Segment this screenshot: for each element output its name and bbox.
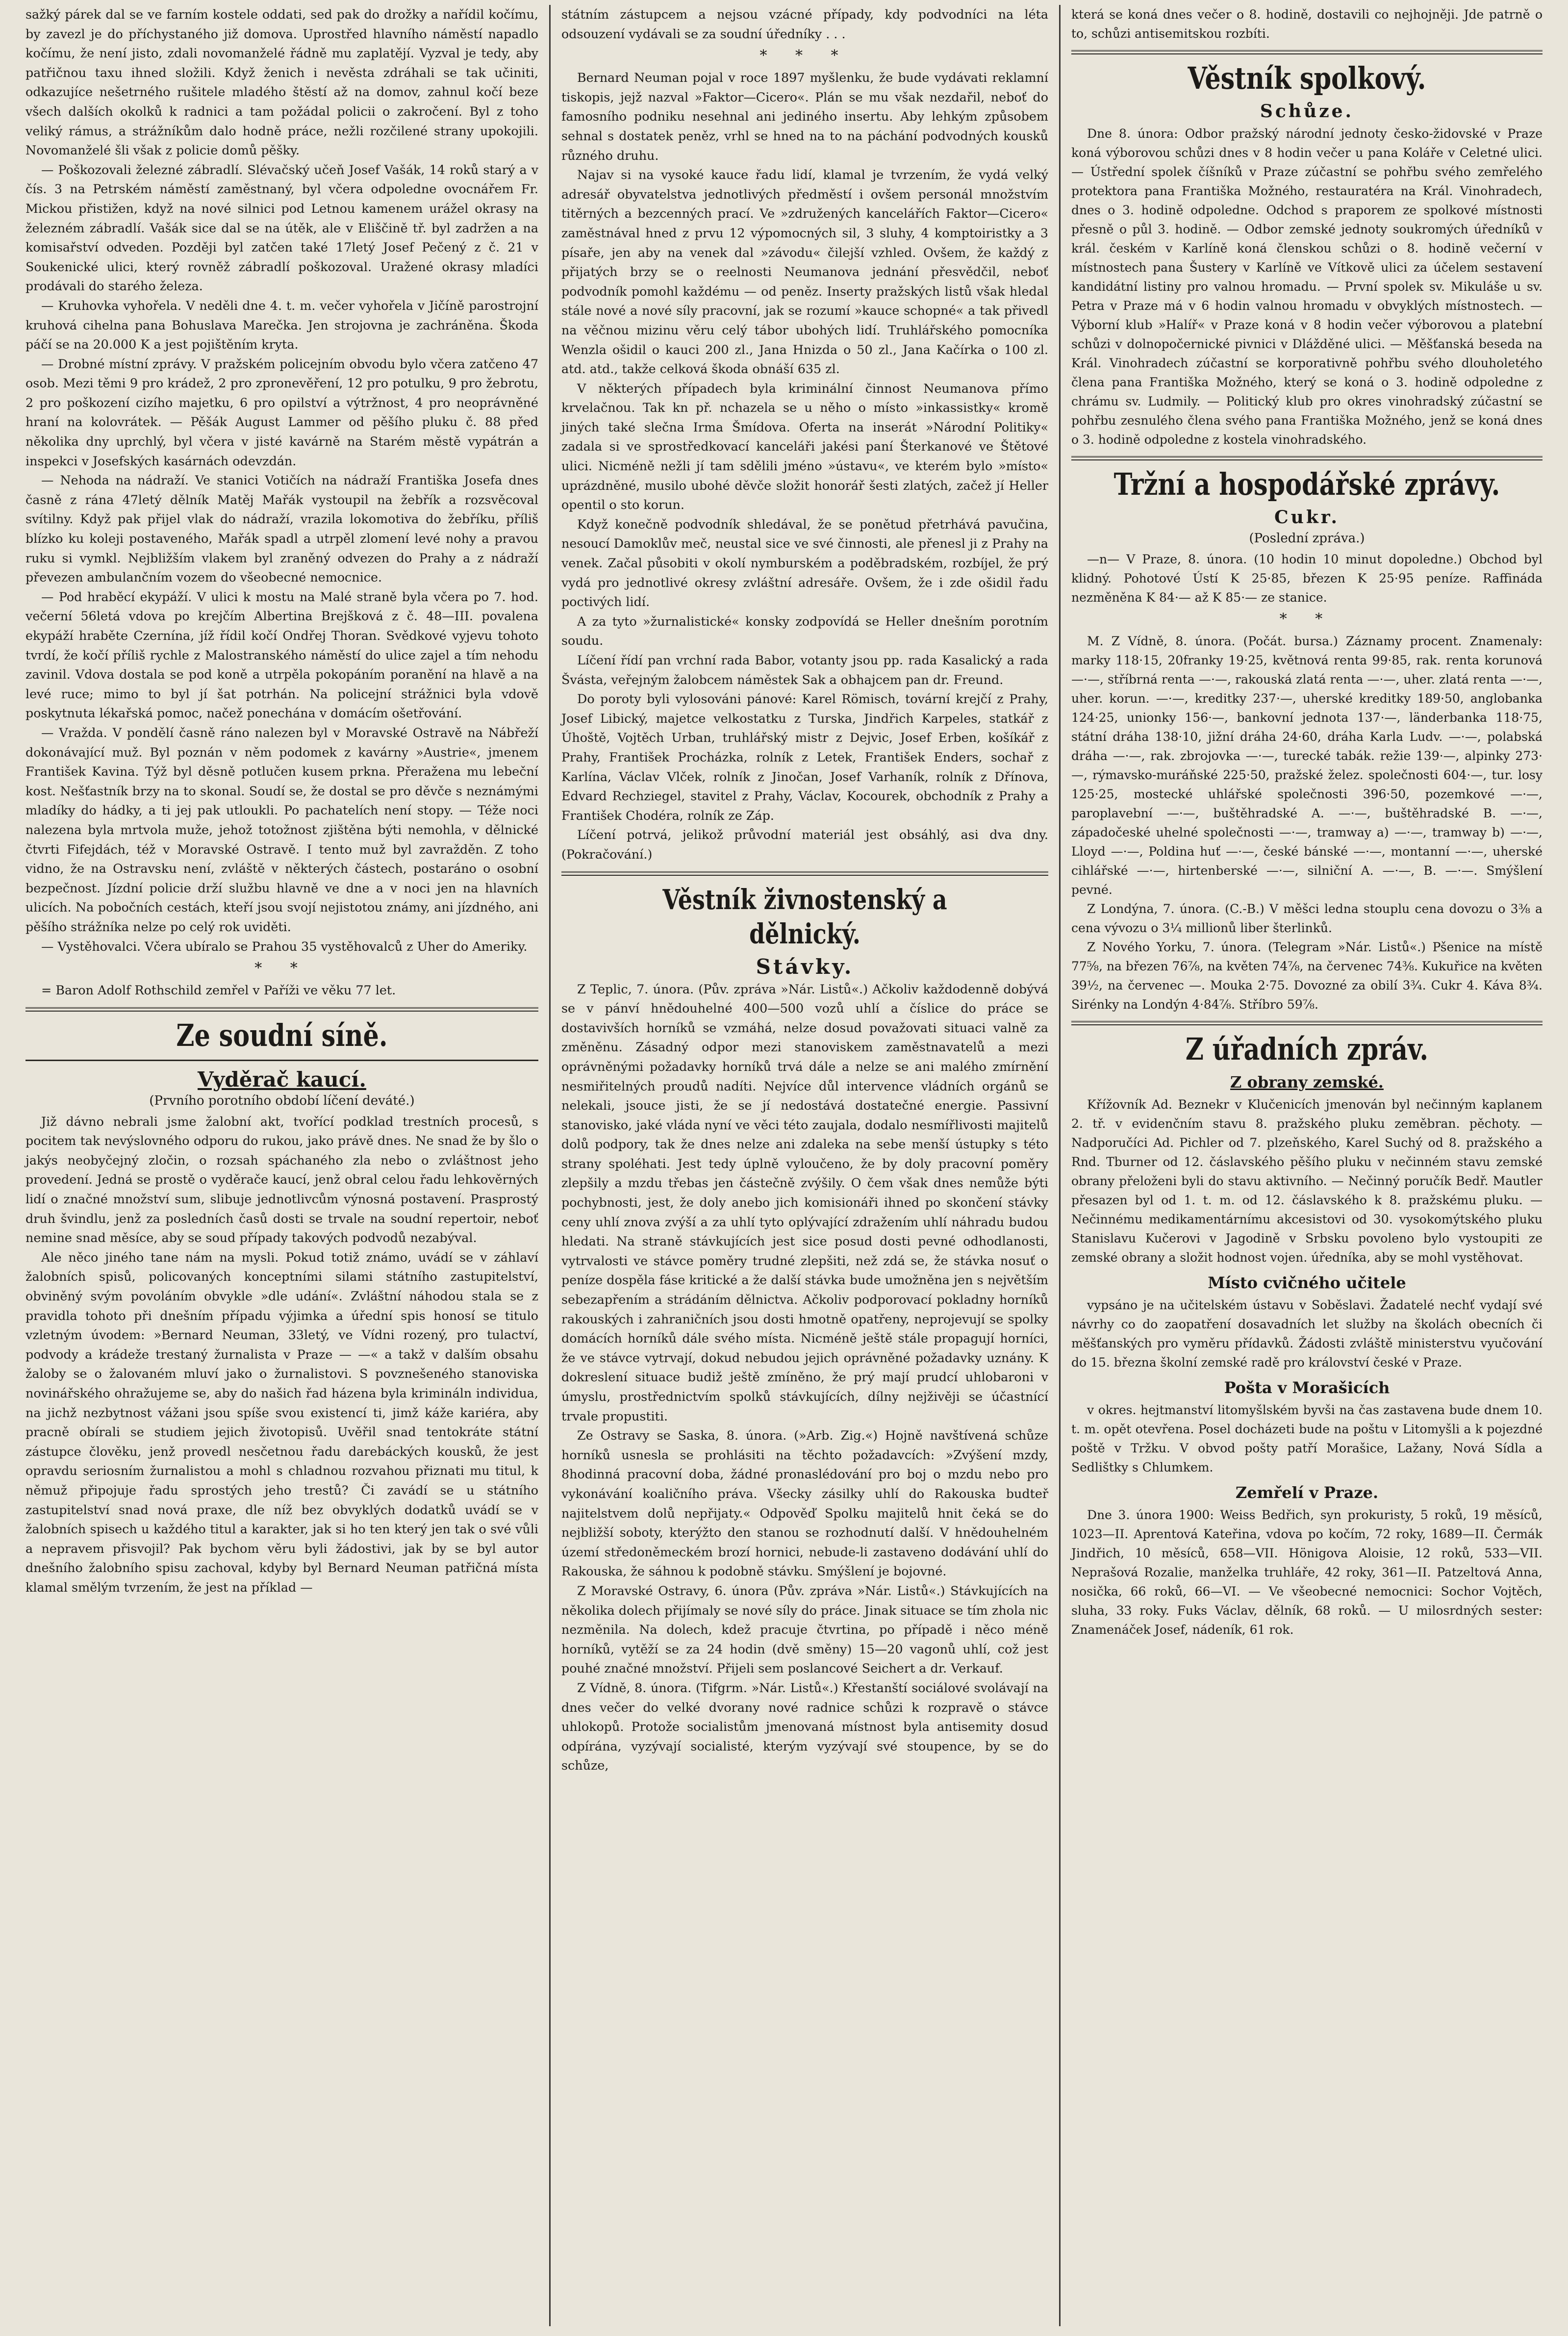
separator-stars: * *	[254, 960, 309, 977]
section-title-market: Tržní a hospodářské zprávy.	[1113, 466, 1500, 502]
separator-stars: * *	[1279, 610, 1335, 628]
article-text: Líčení řídí pan vrchní rada Babor, votanty jsou pp. rada Kasalický a rada Švásta, veřejným žalobcem náměstek Sak a obhajcem pan dr. Freund.	[561, 653, 1048, 687]
section-title-societies: Věstník spolkový.	[1188, 60, 1426, 96]
article-text: státním zástupcem a nejsou vzácné případy, kdy podvodníci na léta odsouzení vydávali se za soudní úředníky . . .	[561, 7, 1048, 41]
article-text: Z Moravské Ostravy, 6. února (Pův. zpráva »Nár. Listů«.) Stávkujících na několika dolech přijímaly se nové síly do práce. Jinak situace se tím zhola nic nezměnila. Na dolech, kdež pracuje čtvrtina, po případě i něco méně horníků, vytěží se za 24 hodin (dvě směny) 15—20 vagonů uhlí, což jest pouhé značné množství. Přijeli sem poslancové Seichert a dr. Verkauf.	[561, 1583, 1048, 1676]
column-3	[1059, 5, 1553, 2326]
article-text: V některých případech byla kriminální činnost Neumanova přímo krvelačnou. Tak kn př. nchazela se u něho o místo »inkassistky« kromě jiných také slečna Irma Šmídova. Oferta na inserát »Národní Politiky« zadala si ve sprostředkovací kanceláři jakési paní Šterkanové ve Štětové ulici. Nicméně nežli jí tam sdělili jméno »ústavu«, ve kterém bylo »místo« uprázdněné, musilo ubohé děvče složit honorář šesti zlatých, začež jí Heller opentil o sto korun.	[561, 381, 1048, 512]
divider	[25, 1060, 538, 1061]
news-item-emigrants: — Vystěhovalci. Včera ubíralo se Prahou 35 vystěhovalců z Uher do Ameriky.	[41, 939, 528, 954]
section-title-official: Z úřadních zpráv.	[1185, 1031, 1429, 1067]
article-text: která se koná dnes večer o 8. hodině, dostavili co nejhojněji. Jde patrně o to, schůzi antisemitskou rozbíti.	[1071, 7, 1543, 41]
section-title-trade: Věstník živnostenský a dělnický.	[662, 883, 947, 950]
market-report: —n— V Praze, 8. února. (10 hodin 10 minut dopoledne.) Obchod byl klidný. Pohotové Ústí K 25·85, březen K 25·95 peníze. Raffináda nezměněna K 84·— až K 85·— ze stanice.	[1071, 552, 1543, 605]
item-title: Pošta v Morašicích	[1224, 1378, 1390, 1397]
article-text: Do poroty byli vylosováni pánové: Karel Römisch, tovární krejčí z Prahy, Josef Libický, majetce velkostatku z Turska, Jindřich Karpeles, statkář z Úhoště, Vojtěch Urban, truhlářský mistr z Dejvic, Josef Erben, košíkář z Prahy, František Procházka, rolník z Letek, František Enders, sochař z Karlína, Václav Vlček, rolník z Jinočan, Josef Varhaník, rolník z Dřínova, Edvard Rechziegel, stavitel z Prahy, Václav, Kocourek, obchodník z Prahy a František Chodéra, rolník ze Záp.	[561, 691, 1048, 823]
article-text: Již dávno nebrali jsme žalobní akt, tvořící podklad trestních procesů, s pocitem tak nevýslovného odporu do rukou, jako právě dnes. Ne snad že by šlo o jakýs neobyčejný zločin, o rozsah spáchaného zla nebo o zvláštnost jeho provedení. Jedná se prostě o vyděrače kaucí, jenž obral celou řadu lehkověrných lidí o značné množství sum, slibuje jednotlivcům výnosná postavení. Prasprostý druh švindlu, jenž za posledních časů dosti se trvale na soudní repertoir, neboť nemine snad měsíce, aby se soud případy takových podvodů nezabýval.	[25, 1114, 538, 1245]
article-text: Bernard Neuman pojal v roce 1897 myšlenku, že bude vydávati reklamní tiskopis, jejž nazval »Faktor—Cicero«. Plán se mu však nezdařil, neboť do famosního podniku nesehnal ani jediného insertu. Aby lehkým způsobem sehnal s dostatek peněz, vrhl se hned na to na páchání podvodných kousků různého druhu.	[561, 70, 1048, 163]
section-subtitle: Stávky.	[756, 954, 854, 979]
official-notice: v okres. hejtmanství litomyšlském byvši na čas zastavena bude dnem 10. t. m. opět otevřena. Posel docházeti bude na poštu v Litomyšli a k pojezdné poště v Tržku. V obvod pošty patří Morašice, Lažany, Nová Sídla a Sedlištky s Chlumkem.	[1071, 1403, 1543, 1474]
deaths-list: Dne 3. února 1900: Weiss Bedřich, syn prokuristy, 5 roků, 19 měsíců, 1023—II. Aprentová Kateřina, vdova po kočím, 72 roky, 1689—II. Čermák Jindřich, 10 měsíců, 658—VII. Hönigova Aloisie, 12 roků, 533—VII. Neprašová Rozalie, manželka truhláře, 42 roky, 361—II. Patzeltová Anna, nosička, 66 roků, 66—VI. — Ve všeobecné nemocnici: Sochor Vojtěch, sluha, 33 roky. Fuks Václav, dělník, 68 roků. — U milosrdných sester: Znamenáček Josef, nádeník, 61 rok.	[1071, 1508, 1543, 1637]
article-text: A za tyto »žurnalistické« konsky zodpovídá se Heller dnešním porotním soudu.	[561, 613, 1048, 648]
article-text: sažký párek dal se ve farním kostele oddati, sed pak do drožky a nařídil kočímu, by zavezl je do příchystaného již domova. Uprostřed hlavního náměstí napadlo kočímu, že není jisto, zdali novomanželé řádně mu zaplatějí. Vyzval je tedy, aby patřičnou taxu ihned složili. Když ženich i nevěsta zdráhali se tak učiniti, odkazujíce nešetrného rušitele mladého štěstí až na domov, zahnul kočí beze všech dalších okolků k radnici a tam požádal policii o zakročení. Byl z toho veliký rámus, a strážníkům dalo hodně práce, nežli rozčilené strany upokojili. Novomanželé šli však z policie domů pěšky.	[25, 7, 538, 158]
market-report: M. Z Vídně, 8. února. (Počát. bursa.) Záznamy procent. Znamenaly: marky 118·15, 20franky 19·25, květnová renta 99·85, rak. renta korunová —·—, stříbrná renta —·—, rakouská zlatá renta —·—, uher. zlatá renta —·—, uher. korun. —·—, kreditky 237·—, uherské kreditky 189·50, anglobanka 124·25, unionky 156·—, bankovní jednota 137·—, länderbanka 118·75, státní dráha 138·10, jižní dráha 24·60, dráha Karla Ludv. —·—, polabská dráha —·—, rak. zbrojovka —·—, turecké tabák. režie 139·—, alpinky 273·—, rýmavsko-muráňské 225·50, pražské želez. společnosti 604·—, tur. losy 125·25, mostecké uhlářské společnosti 396·50, pozemkové —·—, paroplavební —·—, buštěhradské A. —·—, buštěhradské B. —·—, západočeské uhelné společnosti —·—, tramway a) —·—, tramway b) —·—, Lloyd —·—, Poldina huť —·—, české bánské —·—, montanní —·—, uherské cihlářské —·—, hirtenberské —·—, silniční A. —·—, B. —·—. Smýšlení pevné.	[1071, 634, 1543, 897]
article-text: Ze Ostravy se Saska, 8. února. (»Arb. Zig.«) Hojně navštívená schůze horníků usnesla se prohlásiti na těchto požadavcích: »Zvýšení mzdy, 8hodinná pracovní doba, žádné pronaslédování pro boj o mzdu nebo pro vykonávání koaličního práva. Všecky zásilky uhlí do Rakouska budteř najitelstvem dolů nepřijaty.« Odpověď Spolku majitelů hnit čeká se do nejbližší soboty, kterýžto den stanou se rozhodnutí další. V hnědouhelném území středoněmeckém brozí hornici, nebude-li zastaveno dodávání uhlí do Rakouska, že sáhnou k podobně stávku. Smýšlení je bojovné.	[561, 1428, 1048, 1579]
item-title: Zemřelí v Praze.	[1235, 1483, 1379, 1502]
news-item-railing: — Poškozovali železné zábradlí. Slévačský učeň Josef Vašák, 14 roků starý a v čís. 3 na Petrském náměstí zaměstnaný, byl včera odpoledne ovocnářem Fr. Mickou přistižen, když na nové silnici pod Letnou kamenem urážel okrasy na železném zábradlí. Vašák sice dal se na útěk, ale v Eliščině tř. byl zadržen a na komisařství odveden. Později byl zatčen také 17letý Josef Pečený z č. 21 v Soukenické ulici, který rovněž zábradlí poškozoval. Uražené okrasy mladíci prodávali do starého železa.	[25, 162, 538, 294]
market-report: Z Londýna, 7. února. (C.-B.) V měšci ledna stouplu cena dovozu o 3⅜ a cena vývozu o 3¼ millionů liber šterlinků.	[1071, 902, 1543, 935]
news-item-fire: — Kruhovka vyhořela. V neděli dne 4. t. m. večer vyhořela v Jičíně parostrojní kruhová cihelna pana Bohuslava Marečka. Jen strojovna je zachráněna. Škoda páčí se na 20.000 K a jest pojištěním kryta.	[25, 298, 538, 352]
article-text: Líčení potrvá, jelikož průvodní materiál jest obsáhlý, asi dva dny. (Pokračování.)	[561, 827, 1048, 862]
section-note: (Poslední zpráva.)	[1249, 531, 1365, 546]
item-title: Z obrany zemské.	[1230, 1073, 1384, 1092]
item-title: Místo cvičného učitele	[1208, 1273, 1406, 1292]
market-report: Z Nového Yorku, 7. února. (Telegram »Nár. Listů«.) Pšenice na místě 77⅝, na březen 76⅞, na květen 74⅞, na červenec 74⅜. Kukuřice na květen 39½, na červenec —. Mouka 2·75. Dovozné za obilí 3¾. Cukr 4. Káva 8¾. Sirénky na Londýn 4·84⅞. Stříbro 59⅞.	[1071, 940, 1543, 1012]
article-text: Z Teplic, 7. února. (Pův. zpráva »Nár. Listů«.) Ačkoliv každodenně dobývá se v pánví hnědouhelné 400—500 vozů uhlí a číslice do práce se dostavivších horníků se vzmáhá, nelze dosud považovati situaci valně za změněnu. Zásadný odpor mezi stanoviskem zaměstnavatelů a mezi oprávněnými požadavky horníků trvá dále a nelze se ani malého zmírnění nesmiřitelných proudů nadíti. Nejvíce důl intervence vládních orgánů se nelekali, jsouce jisti, že se jí nedostává dostatečné energie. Passivní stanovisko, jaké vláda nyní ve věci této zaujala, dodalo nesmířlivosti majitelů dolů podpory, tak že dnes nelze ani zdaleka na sebe menší ústupky s této strany spoléhati. Jest tedy úplně vyloučeno, že by doly pracovní poměry zlepšily a mzdu třebas jen částečně zvýšily. O čem však dnes nemůže býti pochybnosti, jest, že doly anebo jich komisionáři ihned po skončení stávky ceny uhlí znova zvýší a za uhlí tyto oplývající zdražením uhlí náhradu budou hledati. Na straně stávkujících jest sice posud dosti pevné odhodlanosti, vytrvalosti ve stávce poměry trudné zlepšiti, než zdá se, že stávka nosuť o peníze dospěla fáse kritické a že další stávka bude umožněna jen s největším sebezapřením a strádáním dělnictva. Ačkoliv podporovací pokladny horníků rakouských i zahraničních jsou dosti hmotně opatřeny, neprojevují se spolky domácích horníků dále svého místa. Nicméně ještě stále propagují horníci, že ve stávce vytrvají, dokud nebudou jejich oprávněné požadavky uznány. K dokreslení situace budiž ještě zmíněno, že prý mají prudcí uhlobaroni v úmyslu, prostřednictvím spolků stávkujících, dílny nejživěji se účastnící trvale propustiti.	[561, 981, 1048, 1423]
official-notice: Křížovník Ad. Beznekr v Klučenicích jmenován byl nečinným kaplanem 2. tř. v evidenčním stavu 8. pražského pluku zeměbran. pěchoty. — Nadporučíci Ad. Pichler od 7. plzeňského, Karel Suchý od 8. pražského a Rnd. Tburner od 12. čáslavského pěšího pluku v nečinném stavu zemské obrany přeloženi byli do stavu aktivního. — Nečinný poručík Bedř. Mautler přesazen byl od 1. t. m. od 12. čáslavského k 8. pražskému pluku. — Nečinnému medikamentárnímu akcesistovi od 30. vysokomýtského pluku Stanislavu Kučerovi v Jagodině v Srbsku povoleno bylo vystoupiti ze zemské obrany a složit hodnost vojen. úředníka, aby se mohl vystěhovat.	[1071, 1097, 1543, 1265]
article-subtitle: (Prvního porotního období líčení deváté.)	[149, 1093, 415, 1108]
news-item-rothschild: = Baron Adolf Rothschild zemřel v Paříži ve věku 77 let.	[41, 983, 396, 998]
article-text: Najav si na vysoké kauce řadu lidí, klamal je tvrzením, že vydá velký adresář obyvatelstva jednotlivých předměstí i ovšem personál množstvím titěrných a bezcenných prací. Ve »združených kancelářích Faktor—Cicero« zaměstnával hned z prvu 12 výpomocných sil, 3 sluhy, 4 komptoiristky a 3 písaře, jen aby na venek dal »závodu« čilejší vzhled. Ovšem, že každý z přijatých brzy se o reelnosti Neumanova jednání přesvědčil, neboť podvodník pomohl každému — od peněz. Inserty pražských listů však hledal stále nové a nové síly pracovní, jak se rozumí »kauce schopné« a tak přivedl na věčnou mizinu věru celý tábor ubohých lidí. Truhlářského pomocníka Wenzla ošidil o kauci 200 zl., Jana Hnizda o 50 zl., Jana Kačírka o 100 zl. atd. atd., takže celková škoda obnáší 635 zl.	[561, 167, 1048, 377]
divider	[1071, 456, 1543, 460]
article-text: Když konečně podvodník shledával, že se ponětud přetrhává pavučina, nesoucí Damoklův meč, neustal sice ve své činnosti, ale přenesl ji z Prahy na venek. Začal působiti v okolí nymburském a poděbradském, rozbíjel, že prý vydá pro jednotlivé okresy zvláštní adresáře. Ovšem, že i zde ošidil řadu poctivých lidí.	[561, 516, 1048, 609]
news-item-local: — Drobné místní zprávy. V pražském policejním obvodu bylo včera zatčeno 47 osob. Mezi těmi 9 pro krádež, 2 pro zpronevěření, 12 pro potulku, 9 pro žebrotu, 2 pro poškození cizího majetku, 6 pro opilství a výtržnost, 4 pro neoprávněné hraní na kolovrátek. — Pěšák August Lammer od pěšího pluku č. 88 před několika dny uprchlý, byl včera v jisté kavárně na Starém městě vypátrán a inspekci v Josefských kasárnách odevzdán.	[25, 356, 538, 468]
column-1	[15, 5, 549, 2326]
divider	[561, 871, 1048, 876]
article-text: Dne 8. února: Odbor pražský národní jednoty česko-židovské v Praze koná výborovou schůzi dnes v 8 hodin večer u pana Koláře v Celetné ulici. — Ústřední spolek číšníků v Praze zúčastní se pohřbu svého zemřelého protektora pana Františka Možného, restauratéra na Král. Vinohradech, dnes o 3. hodině odpoledne. Odchod s praporem ze spolkové místnosti přesně o půl 3. hodině. — Odbor zemské jednoty soukromých úředníků v král. českém v Karlíně koná členskou schůzi o 8. hodině večerní v místnostech pana Šustery v Karlíně ve Vítkově ulici za účelem sestavení kandidátní listiny pro valnou hromadu. — První spolek sv. Mikuláše u sv. Petra v Praze má v 6 hodin valnou hromadu v obvyklých místnostech. — Výborní klub »Halíř« v Praze koná v 8 hodin večer výborovou a platební schůzi v dolnopočernické pivnici v Dlážděné ulici. — Měšťanská beseda na Král. Vinohradech zúčastní se korporativně pohřbu svého dlouholetého člena pana Františka Možného, který se koná o 3. hodině odpoledne z chrámu sv. Ludmily. — Politický klub pro okres vinohradský zúčastní se pohřbu zesnulého člena svého pana Františka Možného, jenž se koná dnes o 3. hodině odpoledne z kostela vinohradského.	[1071, 127, 1543, 447]
official-notice: vypsáno je na učitelském ústavu v Soběslavi. Žadatelé nechť vydají své návrhy co do zaopatření dosavadních let služby na školách obecních či měšťanských pro vyměru přídavků. Žádosti zvláště ministerstvu vyučování do 15. března školní zemské radě pro království české v Praze.	[1071, 1298, 1543, 1370]
article-text: Ale něco jiného tane nám na mysli. Pokud totiž známo, uvádí se v záhlaví žalobních spisů, policovaných konceptními silami státního zastupitelství, obviněný svým povoláním obvykle »dle udání«. Zvláštní náhodou stala se z pravidla tohoto při dnešním případu výjimka a úřední spis honosí se titulo vzletným úvodem: »Bernard Neuman, 33letý, ve Vídni rozený, pro tulactví, podvody a krádeže trestaný žurnalista v Praze — —« a takž v dalším obsahu žaloby se o žalovaném mluví jako o žurnalistovi. S povznešeného stanoviska novinářského ohražujeme se, aby do našich řad házena byla krimináln individua, na jichž nezbytnost vážani jsou spíše svou existencí ti, jimž káže kariéra, aby pracně obírali se studiem jejich životopisů. Uvěřil snad tentokráte státní zástupce člověku, jenž provedl nesčetnou řadu darebáckých kousků, že jest opravdu seriosním žurnalistou a mohl s chladnou rozvahou přiznati mu titul, k němuž připojuje řadu sprostých jeho trestů? Či zavádí se u státního zastupitelství snad nová praxe, dle níž bez obvyklých dodatků uvádí se v žalobních spisech u každého titul a karakter, jak si ho ten který jen tak o své vůli a nepravem přisvojil? Pak bychom věru byli žádostivi, jak by se byl autor dnešního žalobního spisu zachoval, kdyby byl Bernard Neuman patřičná místa klamal smělým tvrzením, že jest na příklad —	[25, 1249, 538, 1595]
section-subtitle: Cukr.	[1274, 507, 1340, 528]
divider	[25, 1007, 538, 1012]
section-title-court: Ze soudní síně.	[176, 1017, 388, 1053]
section-subtitle: Schůze.	[1260, 101, 1354, 122]
news-item-accident: — Nehoda na nádraží. Ve stanici Votičích na nádraží Františka Josefa dnes časně z rána 47letý dělník Matěj Mařák vystoupil na žebřík a rozsvěcoval svítilny. Když pak přijel vlak do nádraží, vrazila lokomotiva do žebříku, příliš blízko ku koleji postaveného, Mařák spadl a utrpěl zlomení levé nohy a pravou ruku si vymkl. Nejbližším vlakem byl zraněný odvezen do Prahy a z nádraží převezen ambulančním vozem do všeobecné nemocnice.	[25, 473, 538, 585]
separator-stars: * * *	[759, 47, 850, 65]
news-item-murder: — Vražda. V pondělí časně ráno nalezen byl v Moravské Ostravě na Nábřeží dokonávající muž. Byl poznán v něm podomek z kavárny »Austrie«, jmenem František Kavina. Týž byl děsně potlučen kusem prkna. Přeražena mu lebeční kost. Nešťastník brzy na to skonal. Soudí se, že dostal se pro děvče s neznámými mladíky do hádky, a ti jej pak utloukli. Po pachatelích není stopy. — Téže noci nalezena byla mrtvola muže, jehož totožnost zjištěna býti nemohla, v dělnické čtvrti Fifejdách, též v Moravské Ostravě. I tento muž byl zavražděn. Z toho vidno, že na Ostravsku není, zvláště v některých částech, postaráno o osobní bezpečnost. Jízdní policie drží službu hlavně ve dne a v noci jen na hlavních ulicích. Na pobočních cestách, kteří jsou svojí nejistotou známy, ani jízdného, ani pěšího strážníka nelze po celý rok uviděti.	[25, 725, 538, 934]
divider	[1071, 50, 1543, 54]
news-item-carriage: — Pod hraběcí ekypáží. V ulici k mostu na Malé straně byla včera po 7. hod. večerní 56letá vdova po krejčím Albertina Brejšková z č. 48—III. povalena ekypáží hraběte Czernína, jíž řídil kočí Ondřej Thoran. Svědkové vyjevu tohoto tvrdí, že kočí příliš rychle z Malostranského náměstí do ulice zajel a tím nehodu zavinil. Vdova dostala se pod koně a utrpěla pokopáním poranění na hlavě a na levé ruce; mimo to byl jí šat potrhán. Na policejní strážnici byla vdově poskytnuta lékařská pomoc, načež ponechána v domácím ošetřování.	[25, 589, 538, 721]
article-text: Z Vídně, 8. února. (Tifgrm. »Nár. Listů«.) Křestanští sociálové svolávají na dnes večer do velké dvorany nové radnice schůzi k rozpravě o stávce uhlokopů. Protože socialistům jmenovaná místnost byla antisemity dosud odpírána, vyzývají socialisté, kterým vyzývají své stoupence, by se do schůze,	[561, 1680, 1048, 1773]
column-2	[549, 5, 1059, 2326]
article-title: Vyděrač kaucí.	[198, 1067, 366, 1092]
divider	[1071, 1021, 1543, 1025]
